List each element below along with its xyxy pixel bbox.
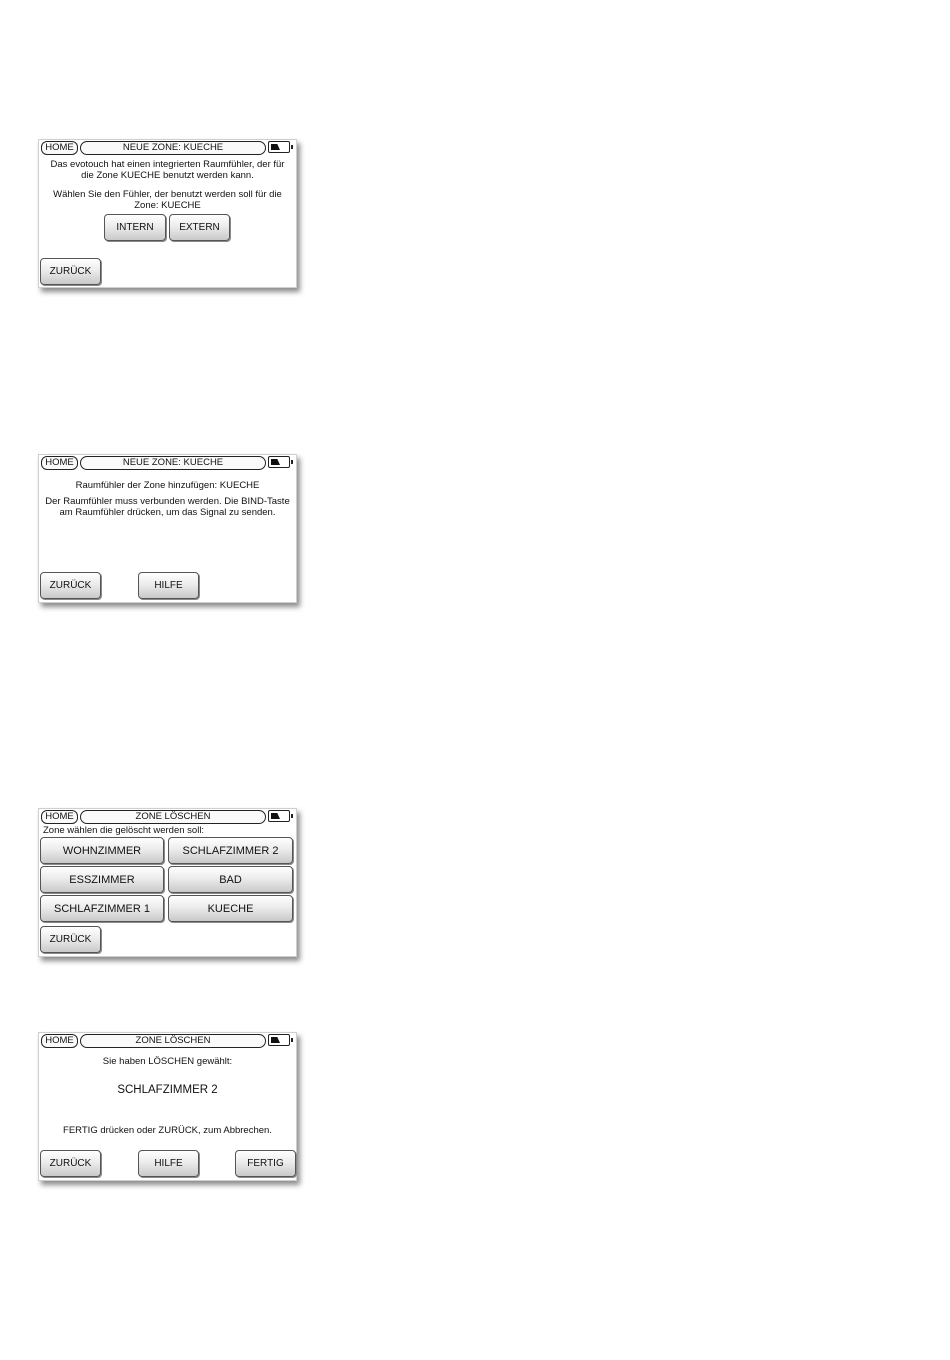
info-text-line-2: die Zone KUECHE benutzt werden kann. [81,170,254,181]
intern-button[interactable]: INTERN [104,214,166,241]
info-text-line-1: Der Raumfühler muss verbunden werden. Die BIND-Taste [45,496,290,507]
help-button[interactable]: HILFE [138,572,199,599]
panel-delete-zone-confirm [38,1032,297,1181]
instruction-text-line-1: Wählen Sie den Fühler, der benutzt werden soll für die [53,189,282,200]
instruction-text: FERTIG drücken oder ZURÜCK, zum Abbrechen. [63,1125,272,1136]
back-button[interactable]: ZURÜCK [40,926,101,953]
prompt-text: Zone wählen die gelöscht werden soll: [43,825,205,836]
battery-icon [268,1034,290,1046]
back-button[interactable]: ZURÜCK [40,1150,101,1177]
panel-delete-zone-select [38,808,297,957]
instruction-text-line-2: Zone: KUECHE [134,200,201,211]
zone-button-kueche[interactable]: KUECHE [168,895,293,922]
back-button[interactable]: ZURÜCK [40,258,101,285]
battery-icon [268,456,290,468]
panel-new-zone-bind-sensor [38,454,297,603]
top-bar [39,1033,296,1049]
confirm-text: Sie haben LÖSCHEN gewählt: [102,1056,233,1067]
home-button[interactable]: HOME [41,1034,78,1048]
screen-title: NEUE ZONE: KUECHE [80,141,266,155]
done-button[interactable]: FERTIG [235,1150,296,1177]
battery-icon [268,810,290,822]
top-bar [39,809,296,825]
selected-zone-name: SCHLAFZIMMER 2 [117,1084,218,1096]
zone-button-wohnzimmer[interactable]: WOHNZIMMER [40,837,164,864]
info-text-line-2: am Raumfühler drücken, um das Signal zu senden. [59,507,276,518]
zone-button-bad[interactable]: BAD [168,866,293,893]
panel-new-zone-sensor-select [38,139,297,288]
zone-button-schlafzimmer-2[interactable]: SCHLAFZIMMER 2 [168,837,293,864]
home-button[interactable]: HOME [41,456,78,470]
screen-title: NEUE ZONE: KUECHE [80,456,266,470]
help-button[interactable]: HILFE [138,1150,199,1177]
back-button[interactable]: ZURÜCK [40,572,101,599]
extern-button[interactable]: EXTERN [169,214,230,241]
heading-text: Raumfühler der Zone hinzufügen: KUECHE [75,480,260,491]
top-bar [39,455,296,471]
info-text-line-1: Das evotouch hat einen integrierten Raumfühler, der für [50,159,285,170]
screen-title: ZONE LÖSCHEN [80,1034,266,1048]
zone-button-schlafzimmer-1[interactable]: SCHLAFZIMMER 1 [40,895,164,922]
screen-title: ZONE LÖSCHEN [80,810,266,824]
home-button[interactable]: HOME [41,141,78,155]
zone-button-esszimmer[interactable]: ESSZIMMER [40,866,164,893]
top-bar [39,140,296,156]
battery-icon [268,141,290,153]
home-button[interactable]: HOME [41,810,78,824]
